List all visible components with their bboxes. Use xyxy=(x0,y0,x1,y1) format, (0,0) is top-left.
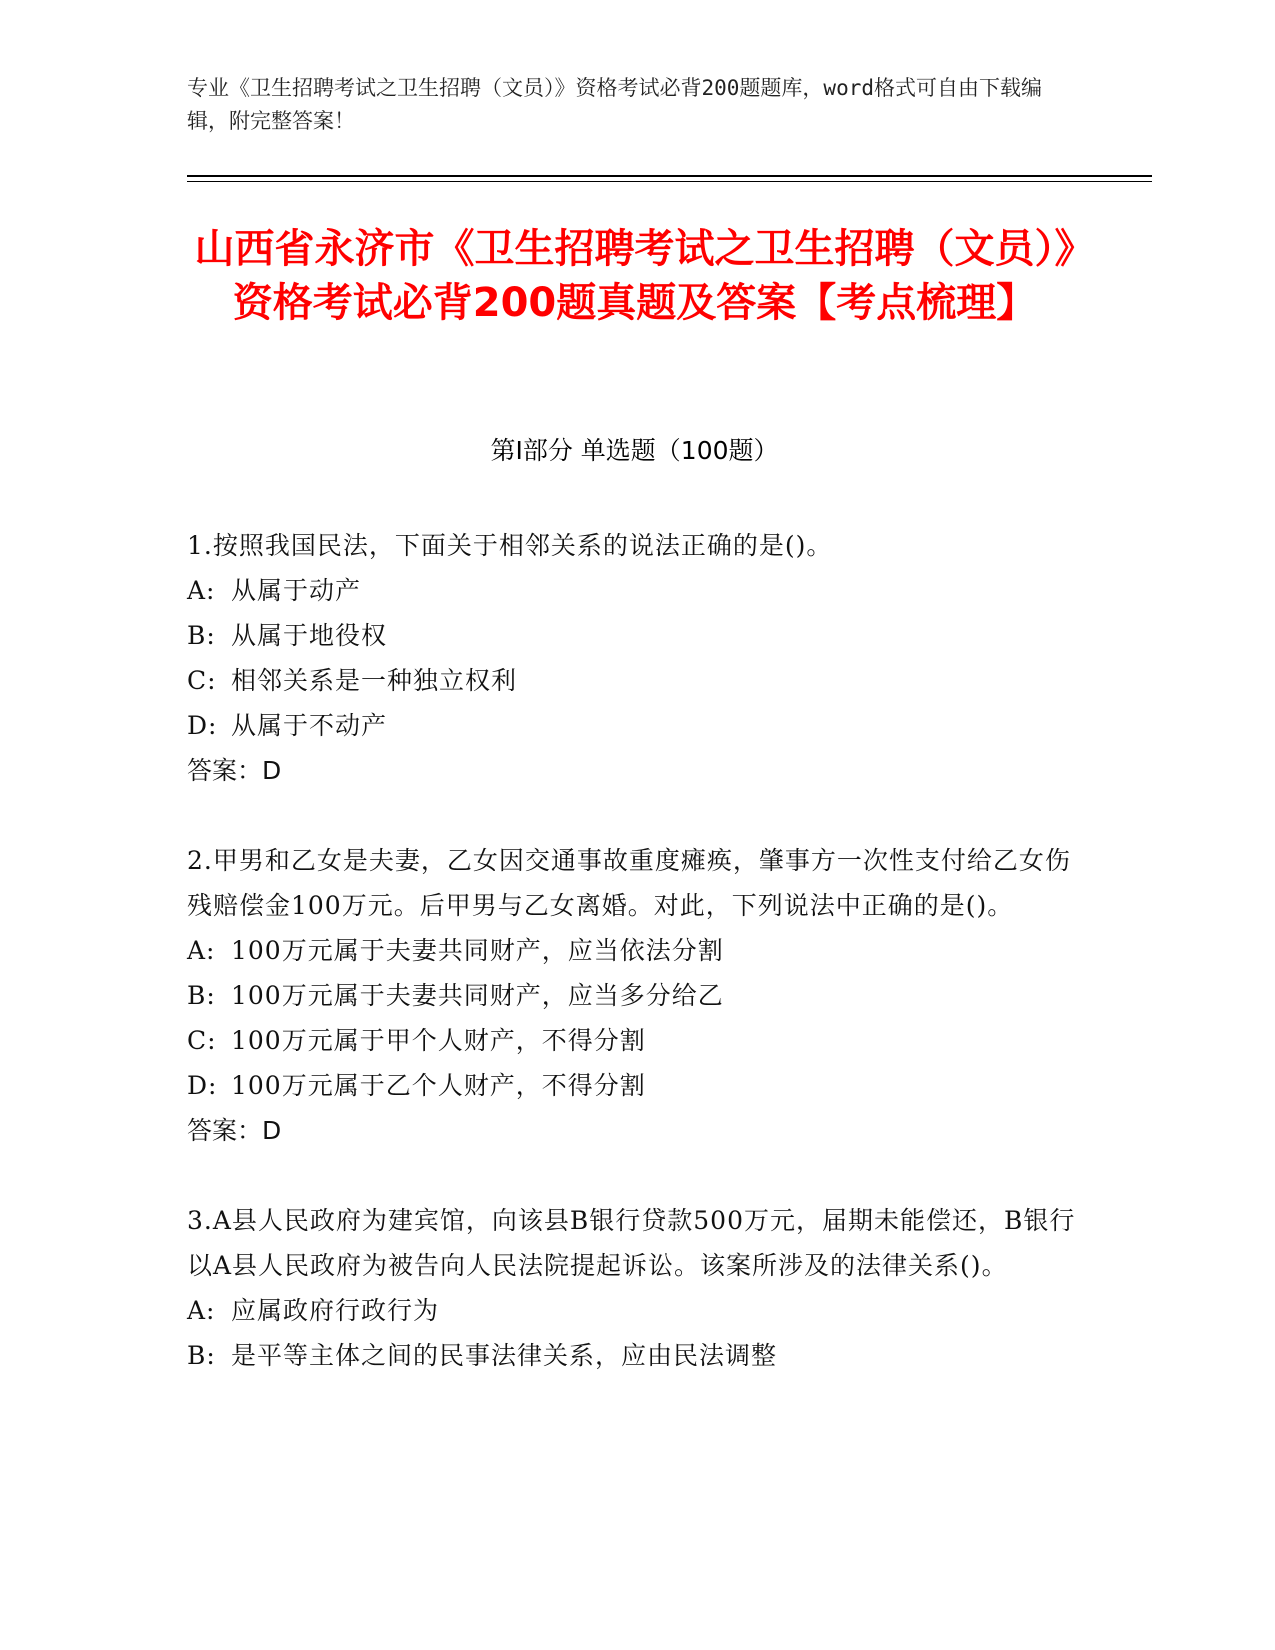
option-key: C: xyxy=(187,1026,217,1055)
option-b xyxy=(187,1333,1087,1378)
option-b xyxy=(187,613,1087,658)
option-a xyxy=(187,568,1087,613)
option-key: B: xyxy=(187,981,216,1010)
option-c xyxy=(187,658,1087,703)
option-b xyxy=(187,973,1087,1018)
answer-line: 答案：D xyxy=(187,1116,282,1145)
answer-line: 答案：D xyxy=(187,756,282,785)
section-title: 第Ⅰ部分 单选题（100题） xyxy=(490,436,779,465)
question-stem: 1.按照我国民法，下面关于相邻关系的说法正确的是()。 xyxy=(187,531,833,560)
option-text: 是平等主体之间的民事法律关系，应由民法调整 xyxy=(231,1341,778,1370)
question-stem: 2.甲男和乙女是夫妻，乙女因交通事故重度瘫痪，肇事方一次性支付给乙女伤残赔偿金100万元。后甲男与乙女离婚。对此，下列说法中正确的是()。 xyxy=(187,846,1071,920)
question-2 xyxy=(187,838,1087,1153)
question-3 xyxy=(187,1198,1087,1378)
option-key: B: xyxy=(187,1341,216,1370)
option-key: D: xyxy=(187,711,218,740)
option-text: 100万元属于夫妻共同财产，应当依法分割 xyxy=(231,936,724,965)
header-note: 专业《卫生招聘考试之卫生招聘（文员）》资格考试必背200题题库，word格式可自由下载编辑，附完整答案！ xyxy=(187,76,1042,133)
header-rule-thin xyxy=(187,181,1152,182)
option-d xyxy=(187,703,1087,748)
option-c xyxy=(187,1018,1087,1063)
option-d xyxy=(187,1063,1087,1108)
option-key: A: xyxy=(187,576,216,605)
option-text: 从属于动产 xyxy=(231,576,362,605)
option-a xyxy=(187,928,1087,973)
question-list xyxy=(187,523,1087,1378)
option-a xyxy=(187,1288,1087,1333)
document-title: 山西省永济市《卫生招聘考试之卫生招聘（文员）》资格考试必背200题真题及答案【考点梳理】 xyxy=(194,226,1075,326)
header-rule-thick xyxy=(187,175,1152,177)
option-key: D: xyxy=(187,1071,218,1100)
question-stem: 3.A县人民政府为建宾馆，向该县B银行贷款500万元，届期未能偿还，B银行以A县人民政府为被告向人民法院提起诉讼。该案所涉及的法律关系()。 xyxy=(187,1206,1076,1280)
option-text: 从属于地役权 xyxy=(231,621,388,650)
option-text: 从属于不动产 xyxy=(231,711,388,740)
option-key: B: xyxy=(187,621,216,650)
option-text: 100万元属于夫妻共同财产，应当多分给乙 xyxy=(231,981,724,1010)
option-key: C: xyxy=(187,666,217,695)
option-key: A: xyxy=(187,936,216,965)
option-key: A: xyxy=(187,1296,216,1325)
question-1 xyxy=(187,523,1087,793)
option-text: 100万元属于甲个人财产，不得分割 xyxy=(231,1026,646,1055)
option-text: 应属政府行政行为 xyxy=(231,1296,440,1325)
option-text: 100万元属于乙个人财产，不得分割 xyxy=(231,1071,646,1100)
option-text: 相邻关系是一种独立权利 xyxy=(231,666,518,695)
